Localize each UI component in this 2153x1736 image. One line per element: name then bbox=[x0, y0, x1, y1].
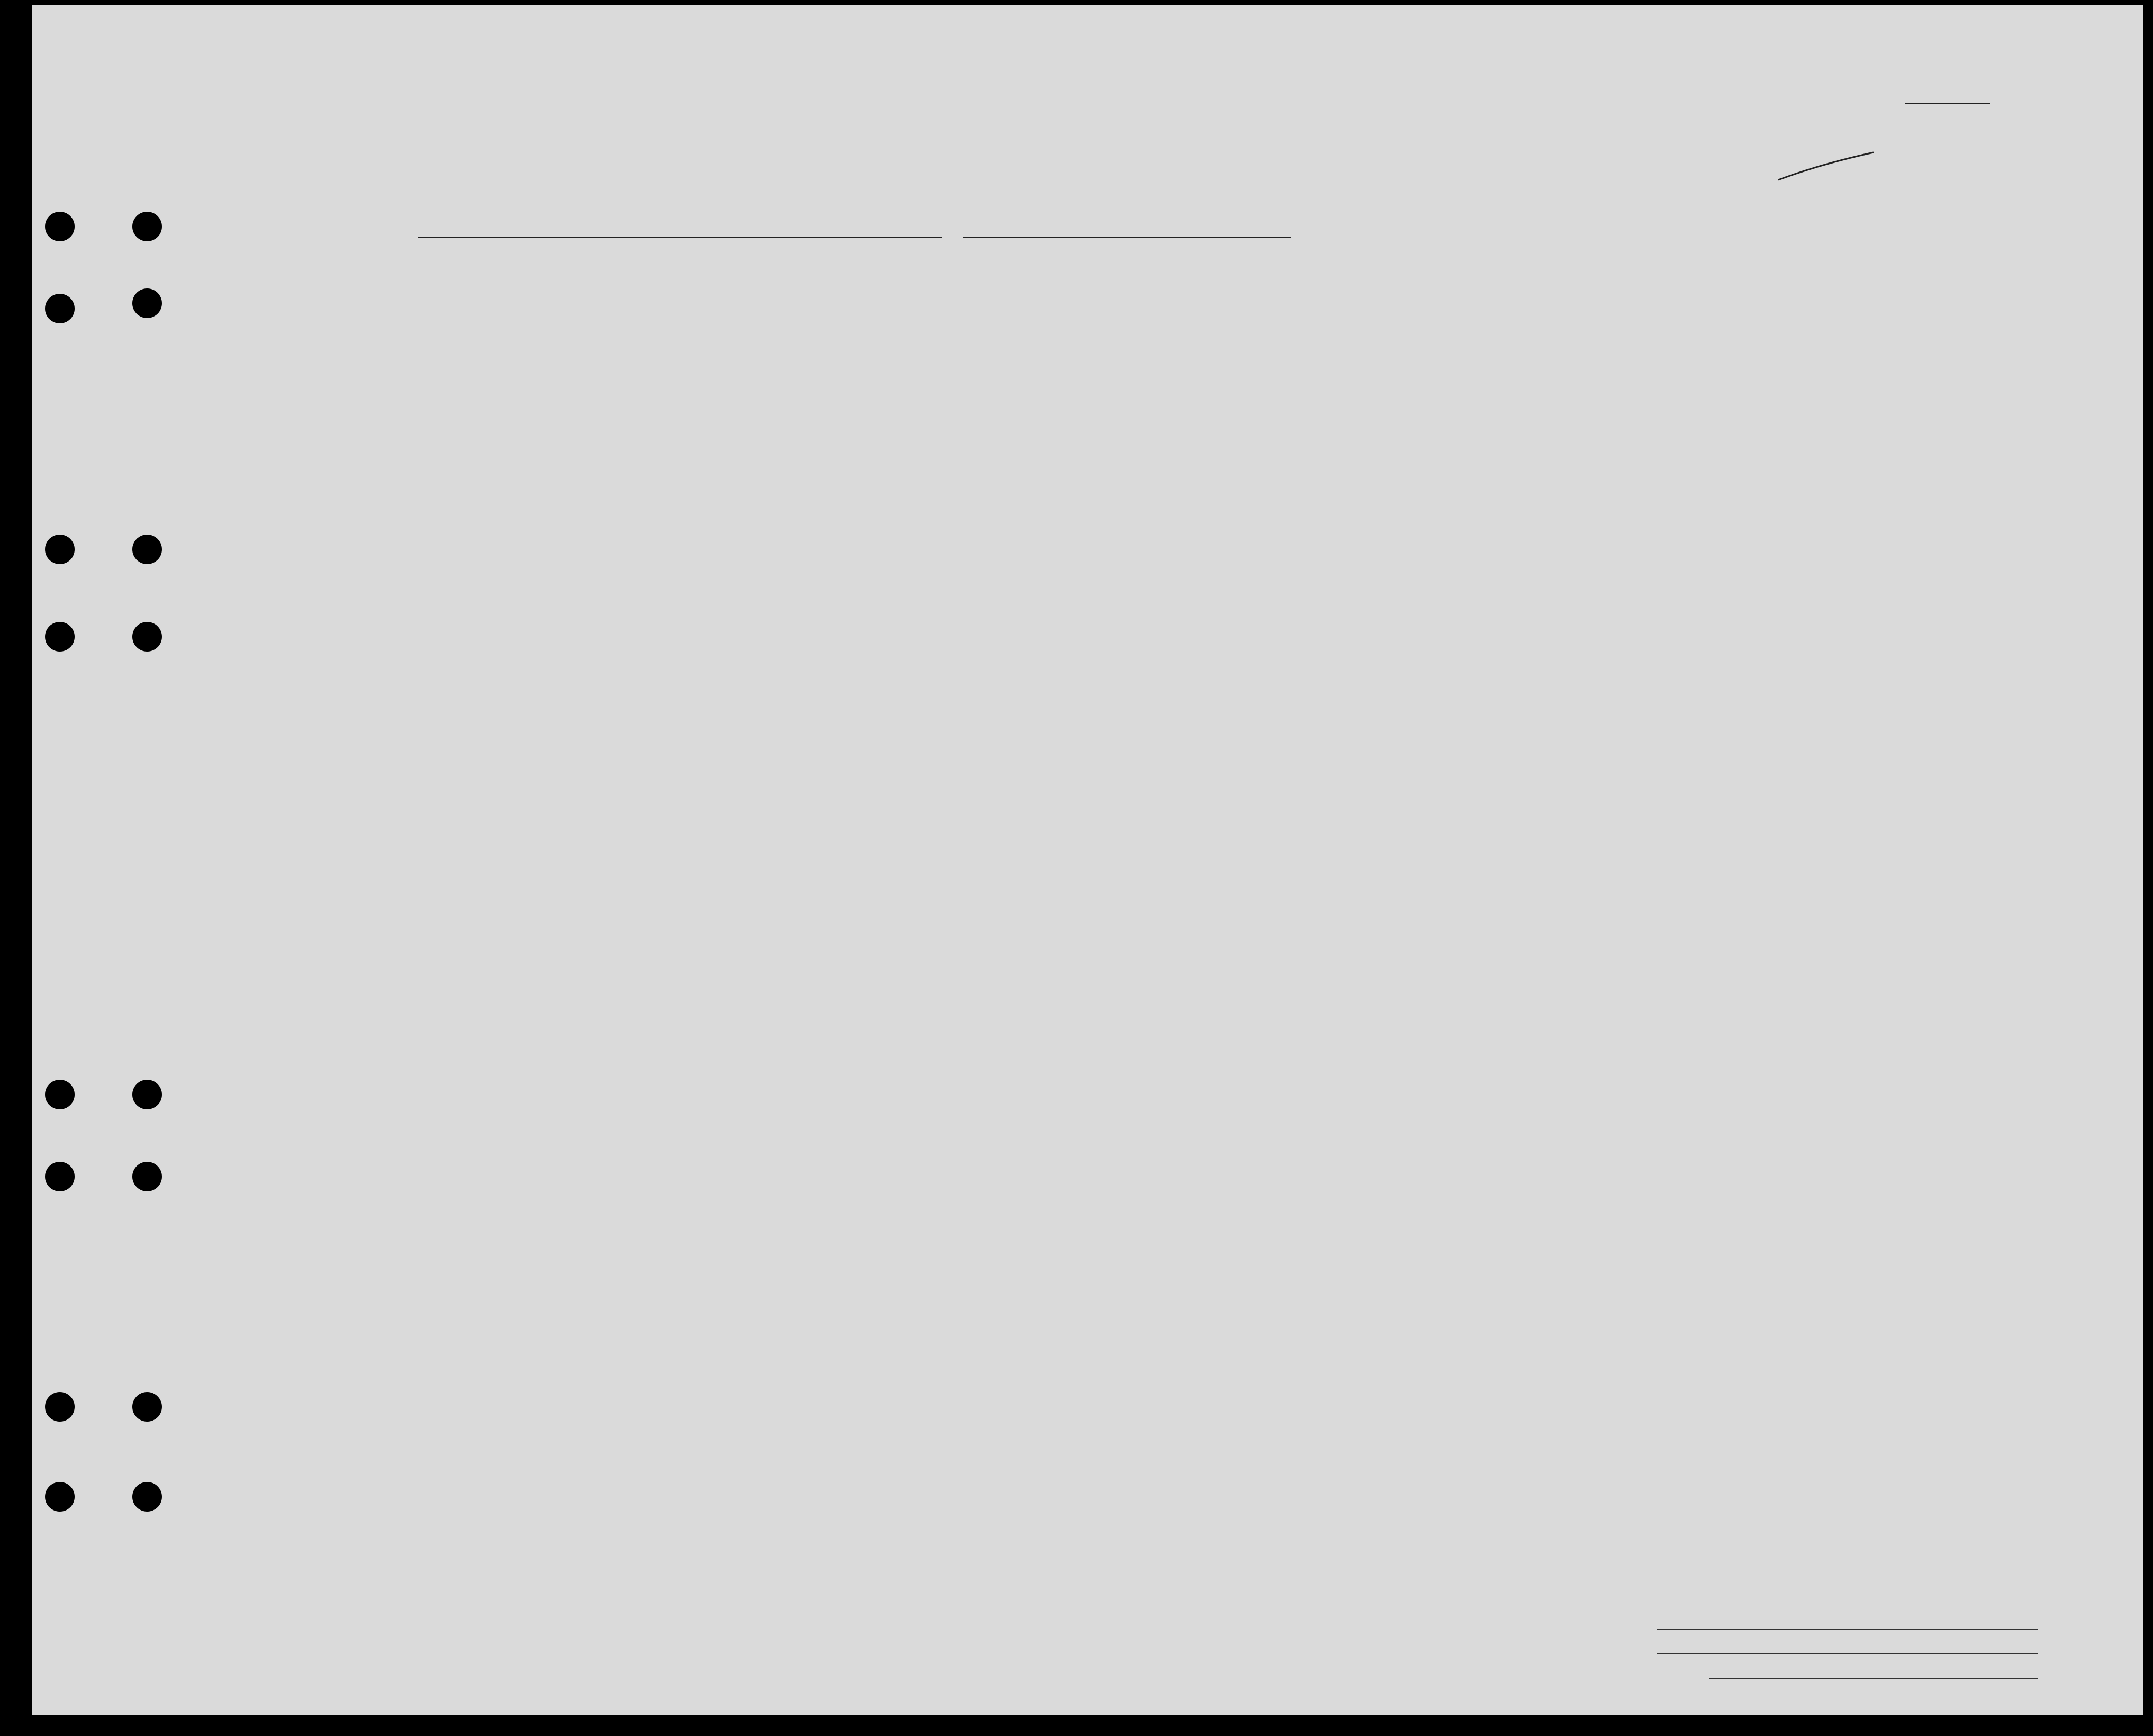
footer-underlines bbox=[1657, 1628, 2038, 1686]
col-header-anarchist bbox=[1455, 323, 1561, 429]
col-header-money bbox=[759, 296, 860, 397]
col-header-ticket bbox=[643, 344, 728, 429]
subheader-feet bbox=[1757, 392, 1778, 423]
subheader-inches bbox=[1778, 384, 1799, 426]
